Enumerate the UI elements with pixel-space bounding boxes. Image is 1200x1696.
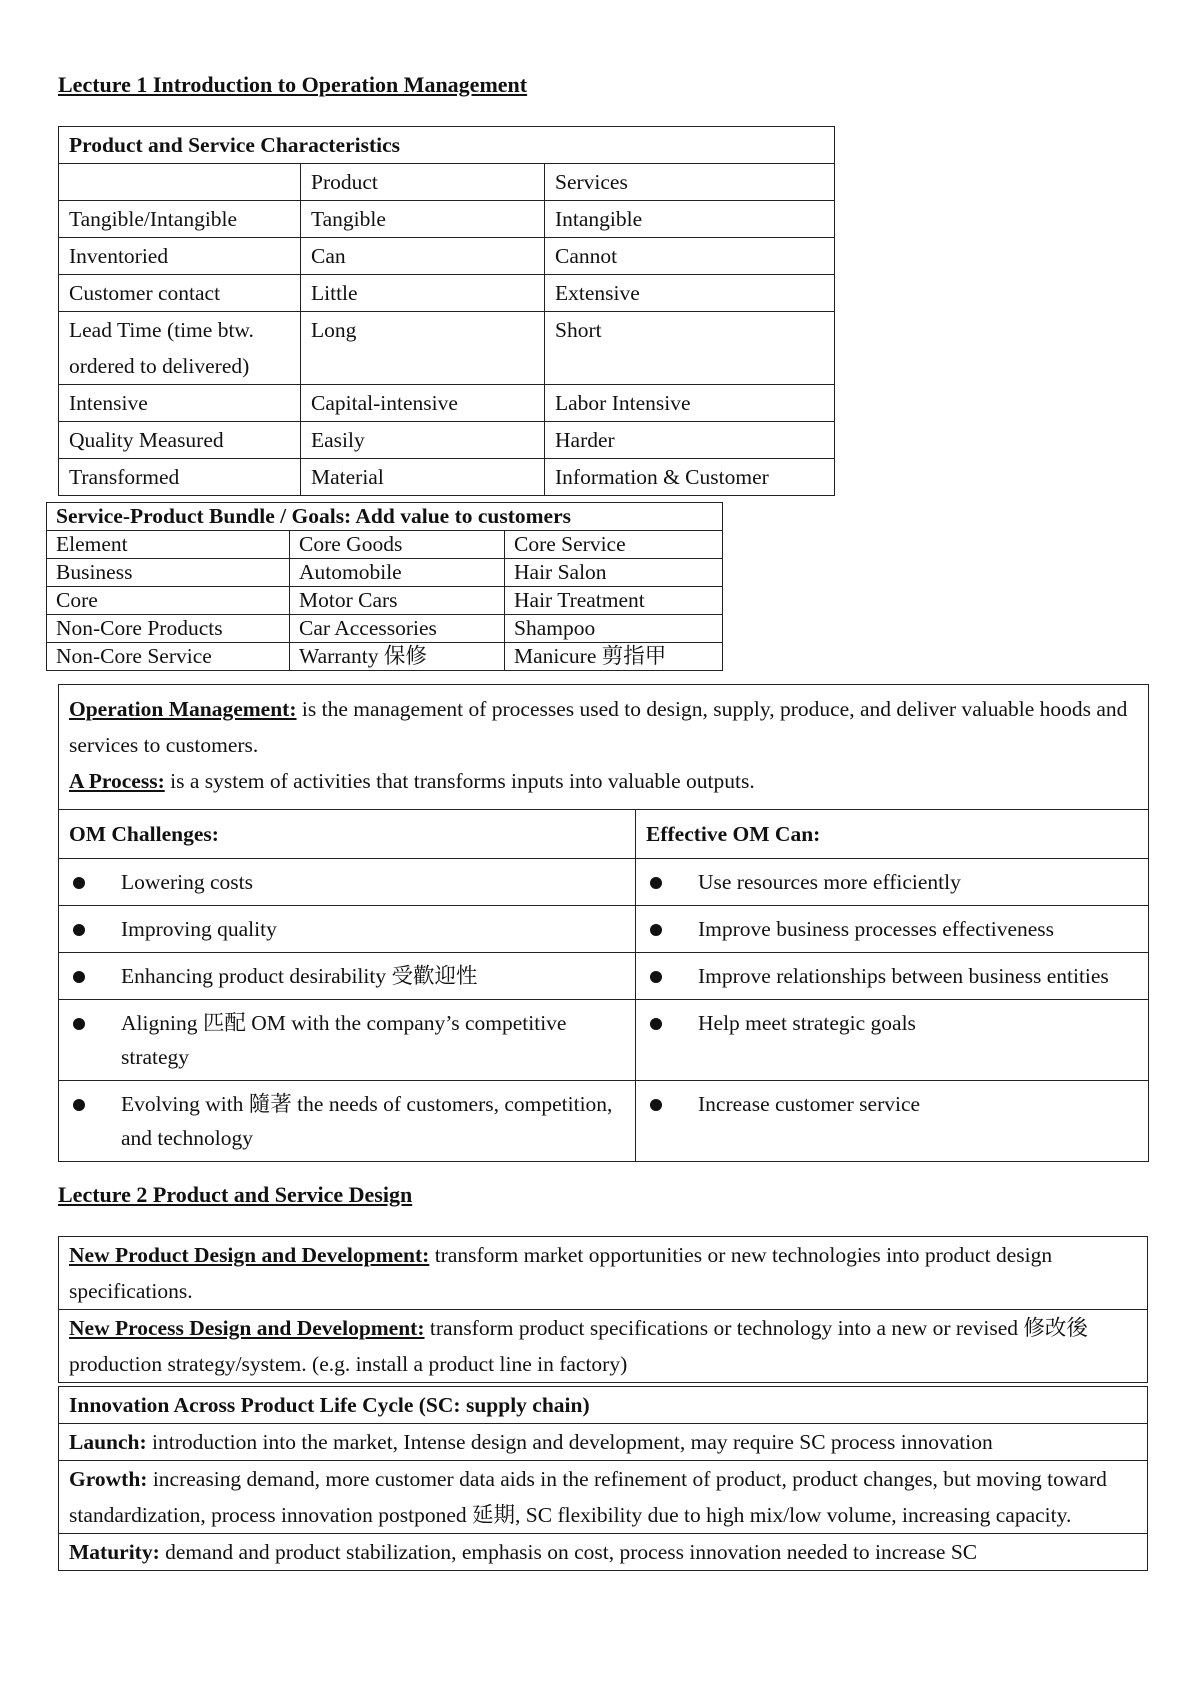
- bullet-icon: [650, 1018, 662, 1030]
- launch-definition: introduction into the market, Intense design and development, may require SC process innovation: [146, 1430, 993, 1454]
- challenge-item: Enhancing product desirability 受歡迎性: [121, 964, 478, 988]
- table-cell: Core Goods: [290, 531, 505, 559]
- table-row: [59, 275, 835, 312]
- growth-term: Growth:: [69, 1467, 148, 1491]
- characteristics-title: Product and Service Characteristics: [59, 127, 835, 164]
- npd-definition: transform market opportunities or new technologies into product design specifications.: [69, 1243, 1053, 1303]
- table-cell: Extensive: [545, 275, 835, 312]
- bullet-icon: [73, 1018, 85, 1030]
- table-cell: Harder: [545, 422, 835, 459]
- table-cell: Tangible: [301, 201, 545, 238]
- process-term: A Process:: [69, 769, 165, 793]
- process-definition: is a system of activities that transforms inputs into valuable outputs.: [164, 769, 755, 793]
- table-cell: Shampoo: [505, 615, 723, 643]
- bullet-icon: [650, 924, 662, 936]
- effective-item: Help meet strategic goals: [698, 1011, 916, 1035]
- table-cell: Motor Cars: [290, 587, 505, 615]
- table-cell: Warranty 保修: [290, 643, 505, 671]
- table-cell: Non-Core Products: [47, 615, 290, 643]
- launch-term: Launch:: [69, 1430, 147, 1454]
- table-cell: Easily: [301, 422, 545, 459]
- table-row: [47, 587, 723, 615]
- challenge-item: Lowering costs: [121, 870, 253, 894]
- table-cell: Non-Core Service: [47, 643, 290, 671]
- table-cell: Can: [301, 238, 545, 275]
- table-cell: Tangible/Intangible: [59, 201, 301, 238]
- challenges-header: OM Challenges:: [59, 810, 636, 859]
- lifecycle-table: [58, 1386, 1148, 1571]
- table-cell: [59, 164, 301, 201]
- challenge-item: Evolving with 隨著 the needs of customers, competition, and technology: [121, 1092, 613, 1150]
- table-cell: Quality Measured: [59, 422, 301, 459]
- lecture-1-heading: Lecture 1 Introduction to Operation Management: [58, 72, 528, 97]
- table-cell: Transformed: [59, 459, 301, 496]
- table-cell: Intangible: [545, 201, 835, 238]
- challenge-item: Improving quality: [121, 917, 277, 941]
- growth-definition: increasing demand, more customer data aids in the refinement of product, product changes, but moving toward standardization, process innovation postponed 延期, SC flexibility due to high mix/low volume, increasing capacity.: [69, 1467, 1107, 1527]
- table-cell: Intensive: [59, 385, 301, 422]
- table-cell: Core Service: [505, 531, 723, 559]
- table-row: [59, 422, 835, 459]
- table-row: [59, 312, 835, 385]
- table-row: [59, 1000, 1149, 1081]
- table-row: [59, 459, 835, 496]
- table-cell: Inventoried: [59, 238, 301, 275]
- table-cell: Capital-intensive: [301, 385, 545, 422]
- table-cell: Customer contact: [59, 275, 301, 312]
- npd-term: New Product Design and Development:: [69, 1243, 430, 1267]
- growth-cell: [59, 1461, 1148, 1534]
- table-row: [59, 859, 1149, 906]
- maturity-definition: demand and product stabilization, emphasis on cost, process innovation needed to increase SC: [159, 1540, 978, 1564]
- table-cell: Core: [47, 587, 290, 615]
- table-row: [59, 953, 1149, 1000]
- bullet-icon: [73, 877, 85, 889]
- table-row: [47, 531, 723, 559]
- effective-item: Increase customer service: [698, 1092, 921, 1116]
- table-cell: Cannot: [545, 238, 835, 275]
- table-cell: Short: [545, 312, 835, 385]
- bullet-icon: [73, 1099, 85, 1111]
- table-row: [47, 643, 723, 671]
- bullet-icon: [650, 971, 662, 983]
- bullet-icon: [73, 924, 85, 936]
- table-cell: Services: [545, 164, 835, 201]
- table-cell: Labor Intensive: [545, 385, 835, 422]
- launch-cell: [59, 1424, 1148, 1461]
- table-cell: Car Accessories: [290, 615, 505, 643]
- table-cell: Long: [301, 312, 545, 385]
- table-cell: Material: [301, 459, 545, 496]
- om-definition: is the management of processes used to design, supply, produce, and deliver valuable hoods and services to customers.: [69, 697, 1128, 757]
- effective-item: Improve business processes effectiveness: [698, 917, 1055, 941]
- om-definitions: [59, 685, 1149, 810]
- table-row: [59, 1081, 1149, 1162]
- table-cell: Manicure 剪指甲: [505, 643, 723, 671]
- maturity-cell: [59, 1534, 1148, 1571]
- table-cell: Information & Customer: [545, 459, 835, 496]
- om-table: [58, 684, 1149, 1162]
- table-row: [59, 906, 1149, 953]
- challenge-item: Aligning 匹配 OM with the company’s competitive strategy: [121, 1011, 567, 1069]
- table-cell: Hair Treatment: [505, 587, 723, 615]
- design-table: [58, 1236, 1148, 1383]
- lecture-2-heading: Lecture 2 Product and Service Design: [58, 1182, 413, 1207]
- npd-cell: [59, 1237, 1148, 1310]
- table-cell: Element: [47, 531, 290, 559]
- table-cell: Product: [301, 164, 545, 201]
- table-cell: Automobile: [290, 559, 505, 587]
- characteristics-table: [58, 126, 835, 496]
- bundle-table: [46, 502, 723, 671]
- table-cell: Lead Time (time btw. ordered to delivered): [59, 312, 301, 385]
- table-row: [59, 164, 835, 201]
- effective-item: Improve relationships between business entities: [698, 964, 1109, 988]
- nprd-definition: transform product specifications or technology into a new or revised 修改後 production strategy/system. (e.g. install a product line in factory): [69, 1316, 1088, 1376]
- table-row: [59, 201, 835, 238]
- table-cell: Little: [301, 275, 545, 312]
- table-row: [47, 615, 723, 643]
- table-row: [47, 559, 723, 587]
- table-row: [59, 385, 835, 422]
- effective-item: Use resources more efficiently: [698, 870, 961, 894]
- bullet-icon: [650, 1099, 662, 1111]
- table-cell: Business: [47, 559, 290, 587]
- table-cell: Hair Salon: [505, 559, 723, 587]
- bullet-icon: [73, 971, 85, 983]
- om-term: Operation Management:: [69, 697, 297, 721]
- table-row: [59, 238, 835, 275]
- nprd-cell: [59, 1310, 1148, 1383]
- effective-header: Effective OM Can:: [636, 810, 1149, 859]
- nprd-term: New Process Design and Development:: [69, 1316, 425, 1340]
- bundle-title: Service-Product Bundle / Goals: Add value to customers: [47, 503, 723, 531]
- maturity-term: Maturity:: [69, 1540, 160, 1564]
- bullet-icon: [650, 877, 662, 889]
- lifecycle-title: Innovation Across Product Life Cycle (SC: supply chain): [59, 1387, 1148, 1424]
